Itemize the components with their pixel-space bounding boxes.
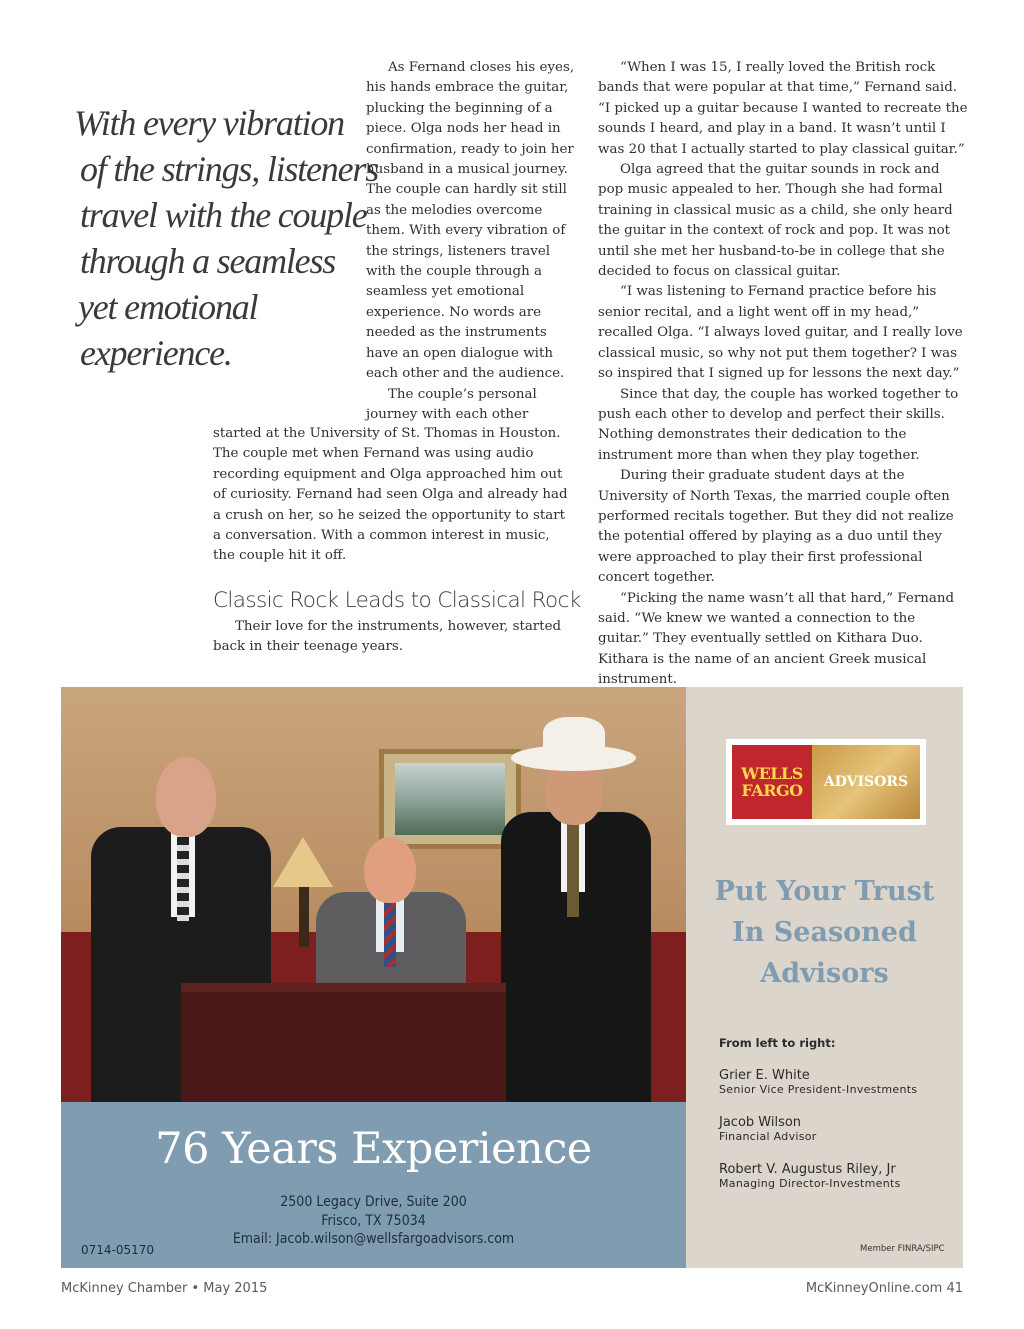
paragraph: The couple’s personal journey with each other [366,386,537,422]
address-line: Frisco, TX 75034 [321,1212,426,1229]
article-column-after-subhead [213,617,575,658]
pull-quote-line: experience. [80,333,232,373]
person-right [491,717,661,1102]
paragraph: “When I was 15, I really loved the British rock bands that were popular at that time,” Fernand said. “I picked up a guitar because I wanted to recreate the sounds I heard, and play in a band. It wasn’t until I was 20 that I actually started to play classical guitar.” [598,60,968,157]
paragraph: Their love for the instruments, however, started back in their teenage years. [213,619,562,655]
article-column-continued [213,424,575,567]
pull-quote-line: travel with the couple [80,195,367,235]
paragraph: Since that day, the couple has worked together to push each other to develop and perfect their skills. Nothing demonstrates their dedication to the instrument more than when they play together. [598,386,959,463]
footer-publication: McKinney Chamber • May 2015 [61,1281,268,1296]
caption-label: From left to right: [719,1036,836,1050]
advisor-name: Robert V. Augustus Riley, Jr [719,1162,896,1177]
wells-fargo-advertisement [61,687,963,1268]
article-column-narrow [366,58,581,425]
paragraph: Olga agreed that the guitar sounds in rock and pop music appealed to her. Though she had formal training in classical music as a child, she only heard the guitar in the context of rock and pop. It was not until she met her husband-to-be in college that she decided to focus on classical guitar. [598,162,953,280]
section-subhead: Classic Rock Leads to Classical Rock [213,588,581,613]
advisor-entry [719,1068,917,1096]
advisor-entry [719,1162,901,1190]
paragraph: started at the University of St. Thomas in Houston. The couple met when Fernand was using audio recording equipment and Olga approached him out of curiosity. Fernand had seen Olga and already had a crush on her, so he seized the opportunity to start a conversation. With a common interest in music, the couple hit it off. [213,426,568,564]
paragraph: As Fernand closes his eyes, his hands embrace the guitar, plucking the beginning of a piece. Olga nods her head in confirmation, ready to join her husband in a musical journey. The couple can hardly sit still as the melodies overcome them. With every vibration of the strings, listeners travel with the couple through a seamless yet emotional experience. No words are needed as the instruments have an open dialogue with each other and the audience. [366,60,575,382]
footer-website-page: McKinneyOnline.com 41 [805,1281,963,1296]
pull-quote [70,100,379,376]
paragraph: “Picking the name wasn’t all that hard,” Fernand said. “We knew we wanted a connection to the guitar.” They eventually settled on Kithara Duo. Kithara is the name of an ancient Greek musical instrument. [598,590,955,688]
advisor-name: Grier E. White [719,1068,810,1083]
ad-side-panel [686,687,963,1268]
ad-headline: 76 Years Experience [155,1124,592,1174]
advisor-title: Financial Advisor [719,1130,817,1143]
pull-quote-line: of the strings, listeners [80,149,379,189]
wells-fargo-logo: WELLS FARGO ADVISORS [726,739,926,825]
headline-band [61,1102,686,1268]
pull-quote-line: through a seamless [80,241,336,281]
advisors-photo [61,687,686,1102]
pull-quote-line: yet emotional [78,287,258,327]
paragraph: During their graduate student days at the University of North Texas, the married couple often performed recitals together. But they did not realize the potential offered by playing as a duo until they were approached to play their first professional concert together. [598,468,954,586]
article-column-right [598,58,968,691]
email-line: Email: Jacob.wilson@wellsfargoadvisors.com [232,1231,515,1247]
advisor-title: Senior Vice President-Investments [719,1083,918,1096]
paragraph: “I was listening to Fernand practice before his senior recital, and a light went off in my head,” recalled Olga. “I always loved guitar, and I really love classical music, so why not put them together? I was so inspired that I signed up for lessons the next day.” [598,284,963,382]
desk [181,992,506,1102]
pull-quote-line: With every vibration [74,103,344,143]
advisor-entry [719,1115,817,1143]
office-address [61,1193,686,1249]
advisor-name: Jacob Wilson [719,1115,802,1130]
member-disclosure: Member FINRA/SIPC [860,1244,945,1254]
ad-tagline: Put Your Trust In Seasoned Advisors [714,876,935,989]
advisor-title: Managing Director-Investments [719,1177,901,1190]
ad-code: 0714-05170 [81,1243,155,1257]
address-line: 2500 Legacy Drive, Suite 200 [280,1194,467,1210]
